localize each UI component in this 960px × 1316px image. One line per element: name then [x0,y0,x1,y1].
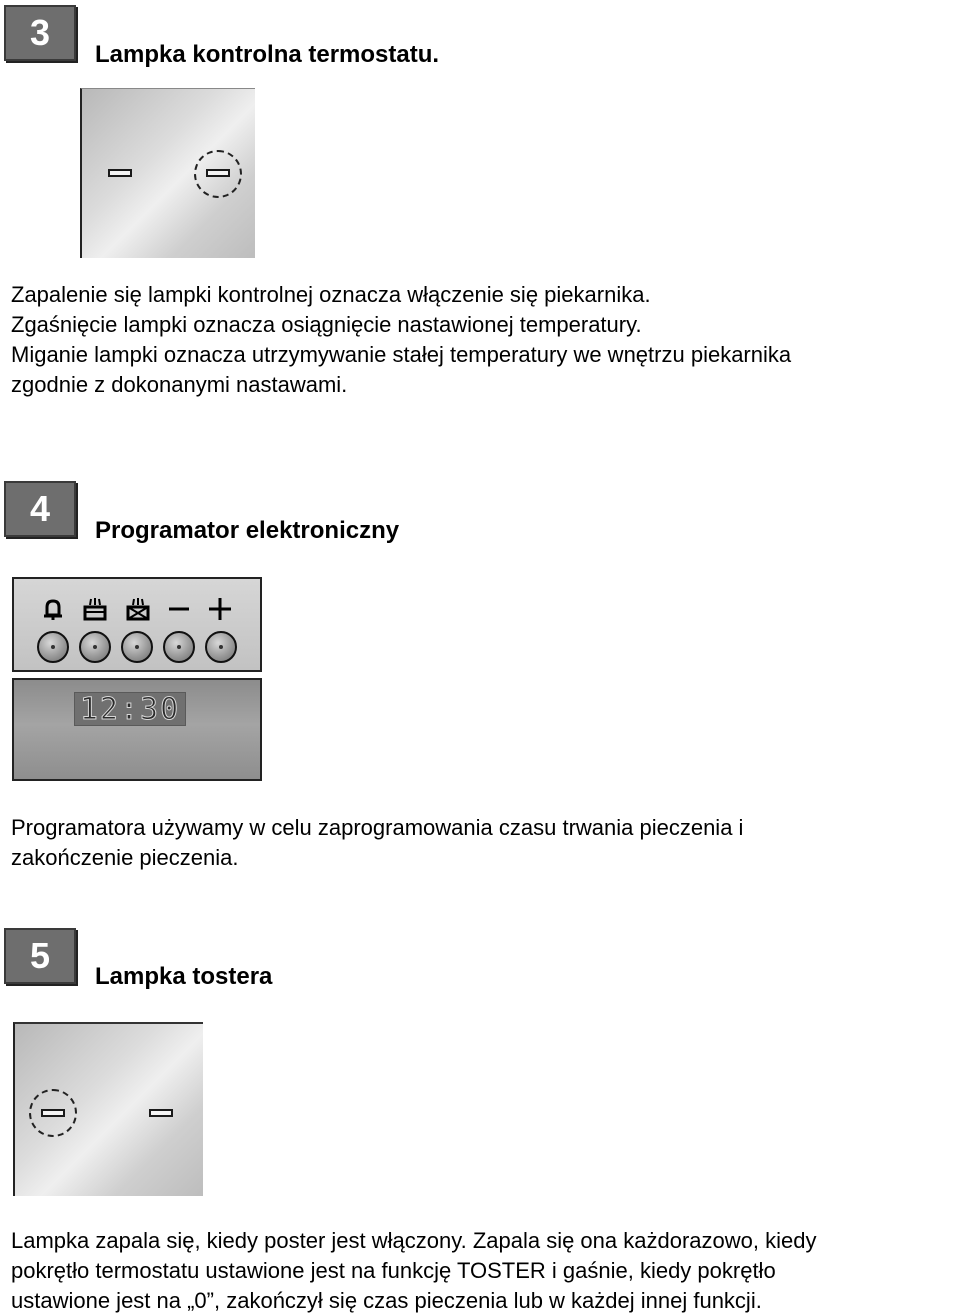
end-of-cooking-button[interactable] [121,631,153,663]
description-line: Programatora używamy w celu zaprogramowania czasu trwania pieczenia i [11,815,744,840]
section-number-badge: 4 [4,481,76,537]
description-line: pokrętło termostatu ustawione jest na funkcję TOSTER i gaśnie, kiedy pokrętło [11,1258,776,1283]
programmer-display-panel [12,678,262,781]
end-of-cooking-icon [124,596,152,622]
section-description [11,1226,816,1316]
description-line: Zapalenie się lampki kontrolnej oznacza włączenie się piekarnika. [11,282,651,307]
description-line: Lampka zapala się, kiedy poster jest włączony. Zapala się ona każdorazowo, kiedy [11,1228,817,1253]
indicator-lamp-icon [108,169,132,177]
cooking-duration-icon [82,596,108,622]
indicator-lamp-lit-icon [206,169,230,177]
section-heading: Lampka tostera [95,963,273,990]
section-number-badge: 3 [4,5,76,61]
section-heading: Programator elektroniczny [95,517,400,544]
section-number-badge: 5 [4,928,76,984]
description-line: zgodnie z dokonanymi nastawami. [11,372,348,397]
plus-button[interactable] [205,631,237,663]
cooking-duration-button[interactable] [79,631,111,663]
description-line: ustawione jest na „0”, zakończył się czas pieczenia lub w każdej innej funkcji. [11,1288,762,1313]
bell-button[interactable] [37,631,69,663]
section-heading: Lampka kontrolna termostatu. [95,41,440,68]
description-line: Zgaśnięcie lampki oznacza osiągnięcie nastawionej temperatury. [11,312,642,337]
clock-display-window [74,692,186,726]
toaster-lamp-panel [13,1022,203,1196]
plus-icon [208,596,232,622]
section-description [11,813,743,873]
description-line: zakończenie pieczenia. [11,845,239,870]
minus-icon [168,596,190,622]
minus-button[interactable] [163,631,195,663]
clock-display-value: 12:30 [79,691,181,727]
section-description [11,280,791,400]
description-line: Miganie lampki oznacza utrzymywanie stałej temperatury we wnętrzu piekarnika [11,342,792,367]
indicator-lamp-lit-icon [41,1109,65,1117]
bell-icon [42,596,64,622]
thermostat-lamp-panel [80,88,255,258]
indicator-lamp-icon [149,1109,173,1117]
